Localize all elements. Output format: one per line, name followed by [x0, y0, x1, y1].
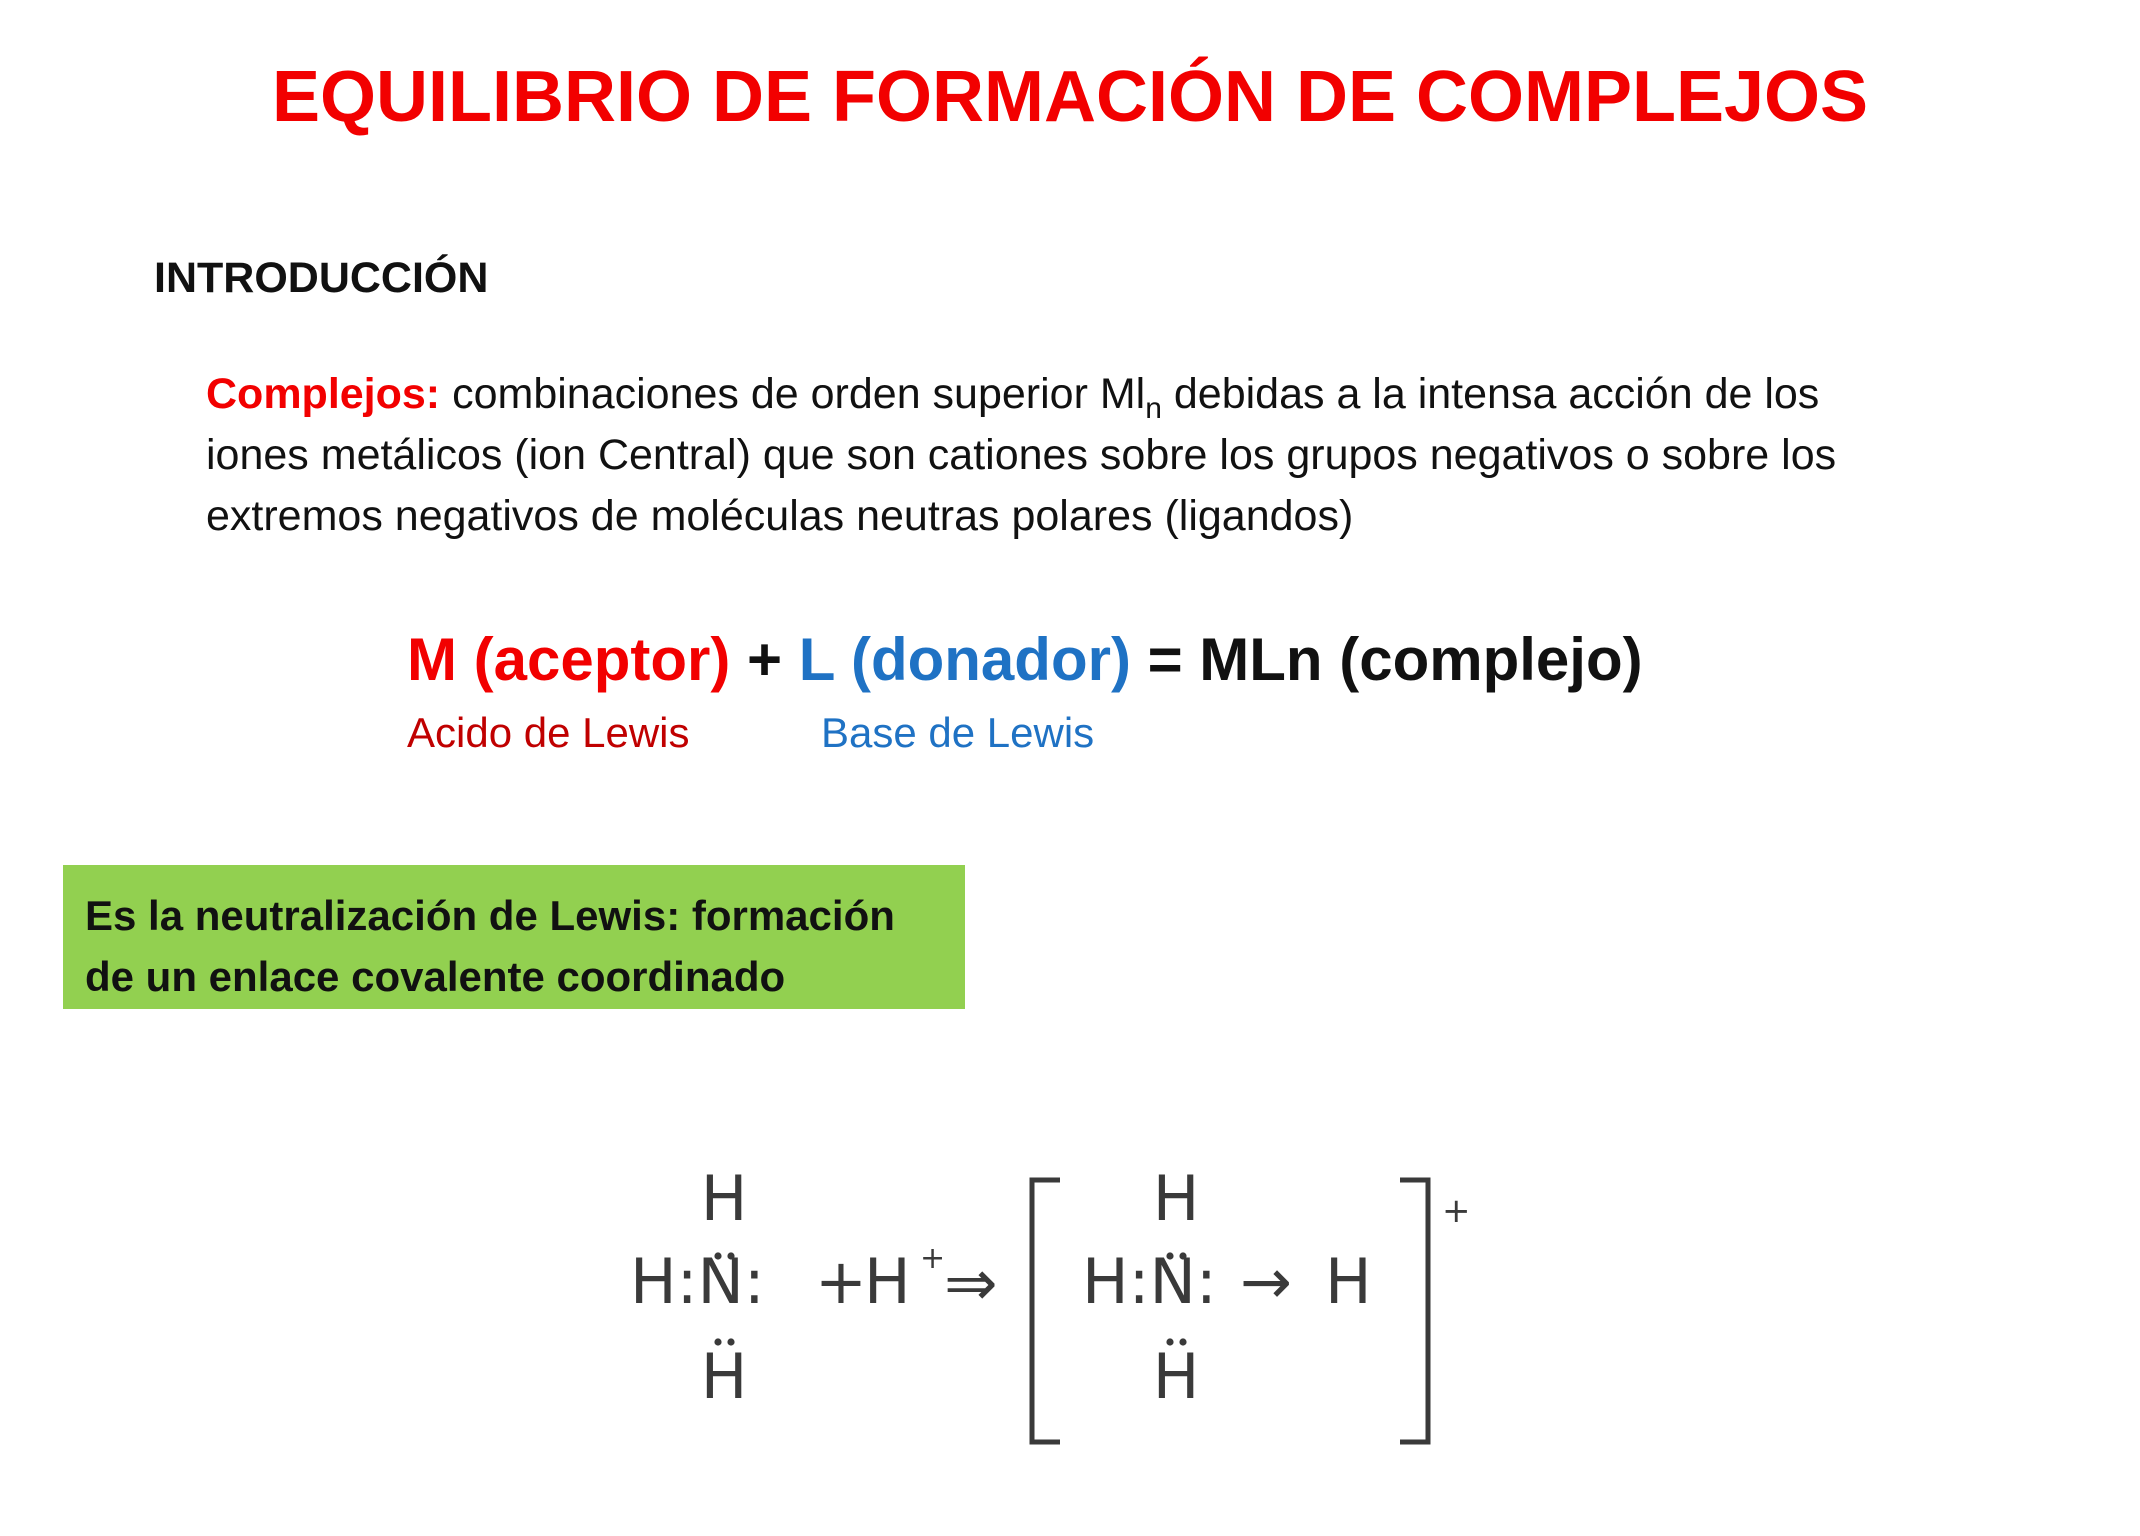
- definition-text-1b: debidas a la intensa acción de los: [1161, 370, 1820, 418]
- label-lewis-base: Base de Lewis: [821, 709, 1095, 756]
- coordinate-bond-arrow: →: [1240, 1245, 1292, 1318]
- complex-charge: +: [1442, 1191, 1471, 1231]
- lewis-diagram-svg: [620, 1160, 1471, 1450]
- definition-line-2: iones metálicos (ion Central) que son cationes sobre los grupos negativos o sobre los: [206, 431, 1837, 479]
- right-top-hydrogen: H: [1152, 1162, 1200, 1235]
- reaction-arrow: ⇒: [944, 1247, 998, 1321]
- left-ammonia-center: H:N:: [630, 1245, 765, 1318]
- complex-equation: [407, 622, 1643, 698]
- equation-result: = MLn (complejo): [1130, 626, 1643, 693]
- right-ammonia-center: H:N:: [1082, 1245, 1217, 1318]
- definition-line-1: [206, 364, 2016, 425]
- plus-sign: +: [815, 1245, 867, 1318]
- slide-title: EQUILIBRIO DE FORMACIÓN DE COMPLEJOS: [271, 57, 1869, 137]
- callout-text: [85, 885, 943, 1007]
- definition-line-3: extremos negativos de moléculas neutras polares (ligandos): [206, 492, 1354, 540]
- definition-subscript: n: [1145, 392, 1162, 425]
- section-heading: INTRODUCCIÓN: [154, 254, 489, 302]
- equation-donor: L (donador): [798, 626, 1131, 693]
- left-bottom-hydrogen: H: [700, 1340, 748, 1413]
- proton-charge: +: [920, 1241, 946, 1276]
- callout-box: [63, 865, 965, 1009]
- right-bonded-hydrogen: H: [1325, 1245, 1372, 1318]
- right-bottom-hydrogen: H: [1152, 1340, 1200, 1413]
- left-bracket: [1032, 1180, 1060, 1442]
- equation-acceptor: M (aceptor): [407, 626, 731, 693]
- definition-lead: Complejos:: [206, 370, 441, 418]
- callout-line-2: de un enlace covalente coordinado: [85, 953, 786, 1000]
- definition-text-1a: combinaciones de orden superior Ml: [440, 370, 1146, 418]
- proton: H: [864, 1245, 911, 1318]
- left-top-hydrogen: H: [700, 1162, 748, 1235]
- label-lewis-acid: Acido de Lewis: [407, 709, 690, 756]
- equation-plus: +: [730, 626, 799, 693]
- right-bracket: [1400, 1180, 1428, 1442]
- definition-paragraph: [206, 364, 2016, 547]
- lewis-structure-diagram: [620, 1160, 1471, 1450]
- callout-line-1: Es la neutralización de Lewis: formación: [85, 892, 895, 939]
